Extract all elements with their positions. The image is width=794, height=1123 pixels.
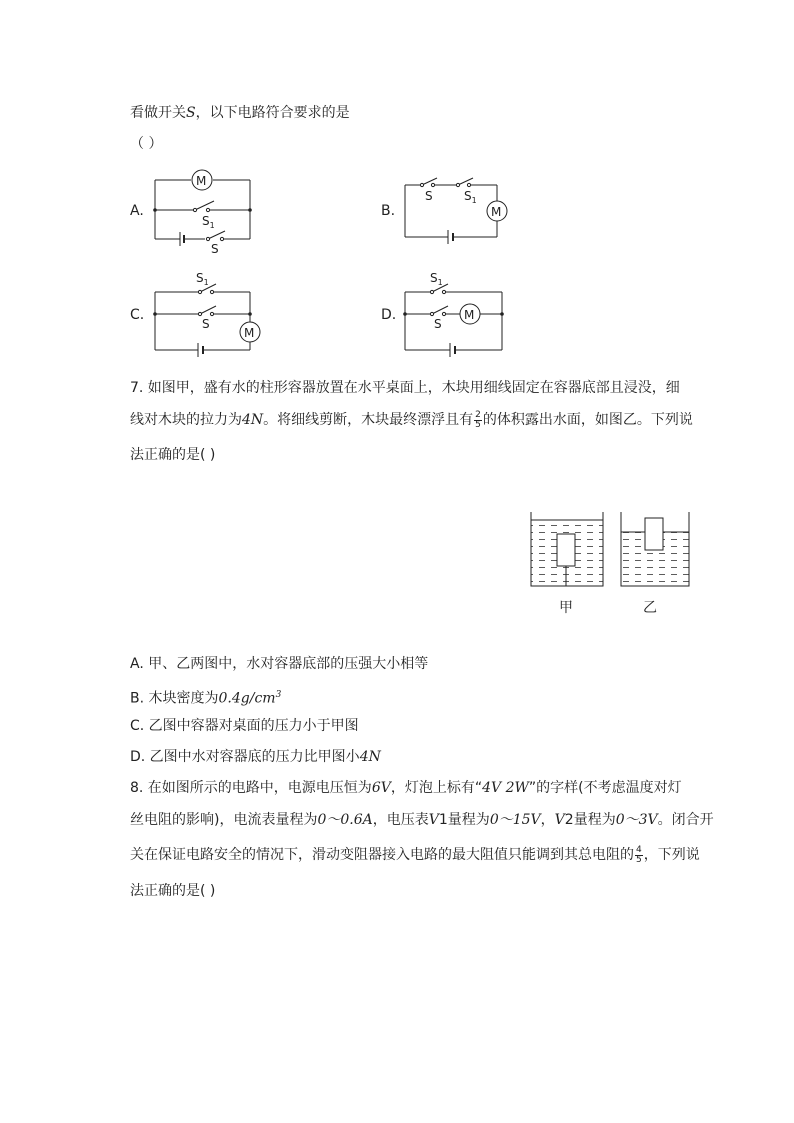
battery-icon: [180, 232, 184, 246]
q7-stem-line3: 法正确的是( ): [130, 447, 216, 463]
svg-text:M: M: [464, 308, 475, 322]
svg-text:S1: $S_1$: [430, 271, 443, 287]
svg-text:S1: $S_1$: [196, 271, 209, 287]
wood-block: [557, 534, 575, 566]
battery-icon: [198, 343, 203, 357]
q7-stem-line2: 线对木块的拉力为4N。将细线剪断，木块最终漂浮且有 $\frac{2}{5}$ 的体积露出水面，如图乙。下列说: [130, 409, 693, 430]
q7-figure: [525, 508, 705, 618]
svg-text:S: S: [211, 242, 219, 255]
q7-option-c[interactable]: C. 乙图中容器对桌面的压力小于甲图: [130, 718, 359, 734]
q7-option-d[interactable]: D. 乙图中水对容器底的压力比甲图小4N: [130, 749, 381, 765]
svg-text:S: S: [425, 189, 433, 203]
q6-answer-bracket: （ ）: [130, 136, 163, 152]
q6-circuit-d: [400, 268, 515, 358]
svg-text:M: M: [244, 326, 255, 340]
container-yi: [621, 512, 689, 586]
q7-option-b[interactable]: B. 木块密度为$0.4g/cm^3$: [130, 690, 282, 707]
svg-text:乙: 乙: [643, 600, 657, 616]
q6-stem: 看做开关S，以下电路符合要求的是: [130, 105, 350, 121]
container-jia: [531, 512, 603, 586]
q6-option-a-label[interactable]: A.: [130, 203, 144, 219]
battery-icon: [448, 230, 453, 244]
fraction-four-fifths: $\frac{4}{5}$: [636, 844, 642, 865]
q6-option-c-label[interactable]: C.: [130, 307, 145, 323]
svg-text:M: M: [196, 174, 207, 188]
wood-block: [645, 518, 663, 550]
svg-text:甲: 甲: [559, 600, 573, 616]
q8-stem-line3: 关在保证电路安全的情况下，滑动变阻器接入电路的最大阻值只能调到其总电阻的 $\frac{4}{5}$ ，下列说: [130, 844, 700, 865]
q8-stem-line4: 法正确的是( ): [130, 883, 216, 899]
q6-circuit-b: [400, 172, 515, 247]
svg-text:S: S: [434, 317, 442, 331]
svg-text:M: M: [491, 205, 502, 219]
q6-option-d-label[interactable]: D.: [381, 307, 397, 323]
q6-circuit-c: [150, 268, 265, 358]
fraction-two-fifths: $\frac{2}{5}$: [475, 409, 481, 430]
svg-text:S1: $S_1$: [202, 214, 215, 230]
q6-option-b-label[interactable]: B.: [381, 203, 396, 219]
q8-stem-line2: 丝电阻的影响)，电流表量程为0～0.6A，电压表V1量程为0～15V，V2量程为0～3V。闭合开: [130, 812, 714, 828]
battery-icon: [450, 343, 455, 357]
q7-option-a[interactable]: A. 甲、乙两图中，水对容器底部的压强大小相等: [130, 656, 429, 672]
q8-stem-line1: 8. 在如图所示的电路中，电源电压恒为6V，灯泡上标有“4V 2W”的字样(不考虑温度对灯: [130, 780, 682, 796]
svg-text:S1: $S_1$: [464, 189, 477, 205]
svg-text:S: S: [202, 317, 210, 331]
q6-circuit-a: [150, 165, 260, 255]
q7-stem-line1: 7. 如图甲，盛有水的柱形容器放置在水平桌面上，木块用细线固定在容器底部且浸没，细: [130, 380, 680, 396]
